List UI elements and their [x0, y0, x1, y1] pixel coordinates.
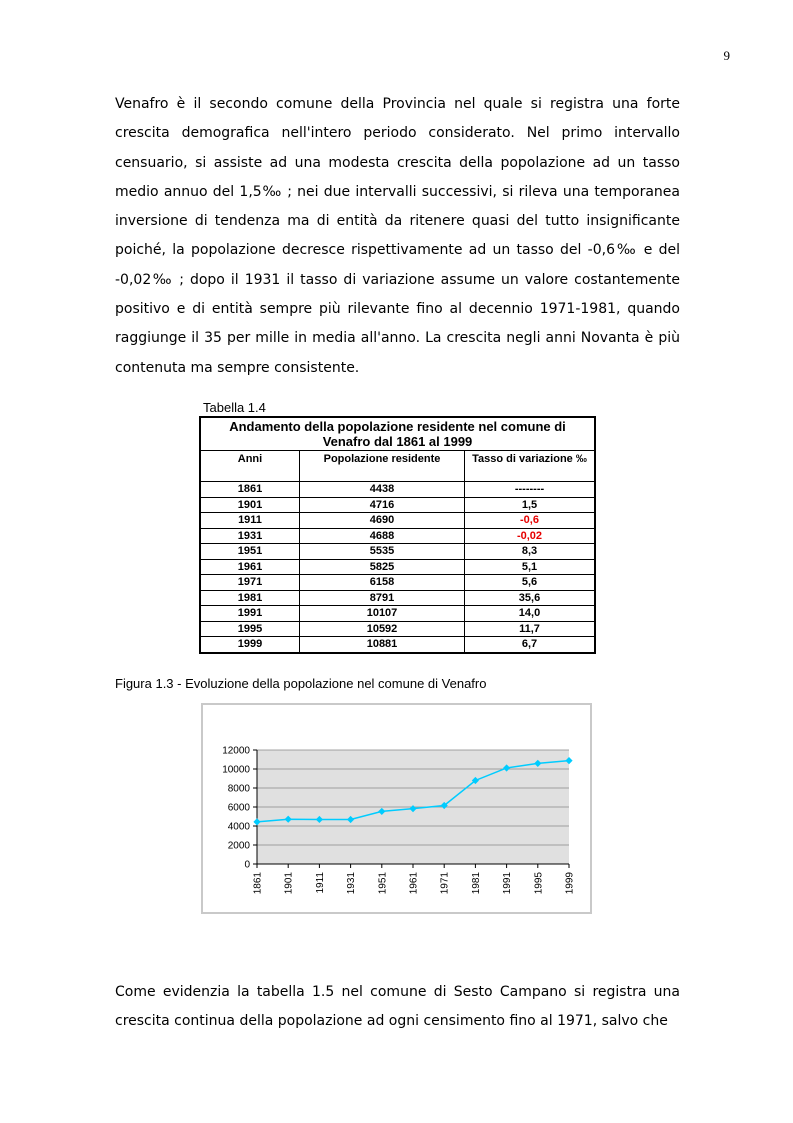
cell-tasso: 1,5 — [465, 497, 596, 513]
x-tick-label: 1961 — [408, 872, 420, 895]
table-row — [200, 575, 595, 591]
cell-popolazione: 10881 — [300, 637, 465, 653]
cell-popolazione: 8791 — [300, 590, 465, 606]
cell-anno: 1931 — [200, 528, 300, 544]
x-tick-label: 1981 — [470, 872, 482, 895]
table-row — [200, 513, 595, 529]
x-tick-label: 1999 — [564, 872, 576, 895]
column-header-popolazione: Popolazione residente — [300, 451, 465, 482]
cell-anno: 1861 — [200, 482, 300, 498]
population-table — [199, 416, 596, 654]
cell-tasso: 8,3 — [465, 544, 596, 560]
cell-tasso: 6,7 — [465, 637, 596, 653]
cell-tasso: -------- — [465, 482, 596, 498]
cell-anno: 1995 — [200, 621, 300, 637]
cell-popolazione: 5535 — [300, 544, 465, 560]
x-tick-label: 1861 — [252, 872, 264, 895]
y-tick-label: 2000 — [227, 840, 250, 852]
table-row — [200, 606, 595, 622]
cell-anno: 1951 — [200, 544, 300, 560]
cell-popolazione: 10592 — [300, 621, 465, 637]
column-header-tasso: Tasso di variazione ‰ — [465, 451, 596, 482]
table-row — [200, 559, 595, 575]
cell-tasso: 14,0 — [465, 606, 596, 622]
x-tick-label: 1991 — [502, 872, 514, 895]
figure-caption: Figura 1.3 - Evoluzione della popolazione nel comune di Venafro — [115, 676, 487, 691]
column-header-anni: Anni — [200, 451, 300, 482]
table-row — [200, 590, 595, 606]
cell-anno: 1961 — [200, 559, 300, 575]
cell-popolazione: 4690 — [300, 513, 465, 529]
cell-popolazione: 10107 — [300, 606, 465, 622]
table-row — [200, 497, 595, 513]
y-tick-label: 8000 — [227, 783, 250, 795]
cell-popolazione: 5825 — [300, 559, 465, 575]
body-paragraph-continued: Come evidenzia la tabella 1.5 nel comune di Sesto Campano si registra una crescita continua della popolazione ad ogni censimento fino al 1971, salvo che — [115, 984, 680, 1030]
cell-popolazione: 6158 — [300, 575, 465, 591]
y-tick-label: 12000 — [222, 745, 250, 757]
body-paragraph: Venafro è il secondo comune della Provincia nel quale si registra una forte crescita demografica nell'intero periodo considerato. Nel primo intervallo censuario, si assiste ad una modesta crescita della popolazione ad un tasso medio annuo del 1,5‰ ; nei due intervalli successivi, si rileva una temporanea inversione di tendenza ma di entità da ritenere quasi del tutto insignificante poiché, la popolazione decresce rispettivamente ad un tasso del -0,6‰ e del -0,02‰ ; dopo il 1931 il tasso di variazione assume un valore costantemente positivo e di entità sempre più rilevante fino al decennio 1971-1981, quando raggiunge il 35 per mille in media all'anno. La crescita negli anni Novanta è più contenuta ma sempre consistente. — [115, 96, 680, 376]
x-tick-label: 1995 — [533, 872, 545, 895]
cell-tasso: -0,02 — [465, 528, 596, 544]
table-row — [200, 528, 595, 544]
cell-anno: 1901 — [200, 497, 300, 513]
cell-popolazione: 4688 — [300, 528, 465, 544]
cell-anno: 1991 — [200, 606, 300, 622]
cell-anno: 1971 — [200, 575, 300, 591]
cell-tasso: -0,6 — [465, 513, 596, 529]
table-row — [200, 482, 595, 498]
x-tick-label: 1951 — [377, 872, 389, 895]
cell-anno: 1999 — [200, 637, 300, 653]
cell-tasso: 5,1 — [465, 559, 596, 575]
cell-popolazione: 4438 — [300, 482, 465, 498]
chart-svg — [203, 705, 590, 912]
y-tick-label: 4000 — [227, 821, 250, 833]
table-row — [200, 637, 595, 653]
cell-tasso: 5,6 — [465, 575, 596, 591]
table-row — [200, 544, 595, 560]
cell-tasso: 11,7 — [465, 621, 596, 637]
y-tick-label: 0 — [244, 859, 250, 871]
x-tick-label: 1971 — [439, 872, 451, 895]
cell-anno: 1911 — [200, 513, 300, 529]
cell-tasso: 35,6 — [465, 590, 596, 606]
table-caption: Tabella 1.4 — [203, 400, 266, 415]
y-tick-label: 10000 — [222, 764, 250, 776]
cell-anno: 1981 — [200, 590, 300, 606]
cell-popolazione: 4716 — [300, 497, 465, 513]
x-tick-label: 1931 — [346, 872, 358, 895]
population-chart — [201, 703, 592, 914]
x-tick-label: 1901 — [283, 872, 295, 895]
page-number: 9 — [723, 48, 730, 63]
table-row — [200, 621, 595, 637]
y-tick-label: 6000 — [227, 802, 250, 814]
table-title: Andamento della popolazione residente nel comune di Venafro dal 1861 al 1999 — [200, 417, 595, 451]
x-tick-label: 1911 — [314, 872, 326, 894]
